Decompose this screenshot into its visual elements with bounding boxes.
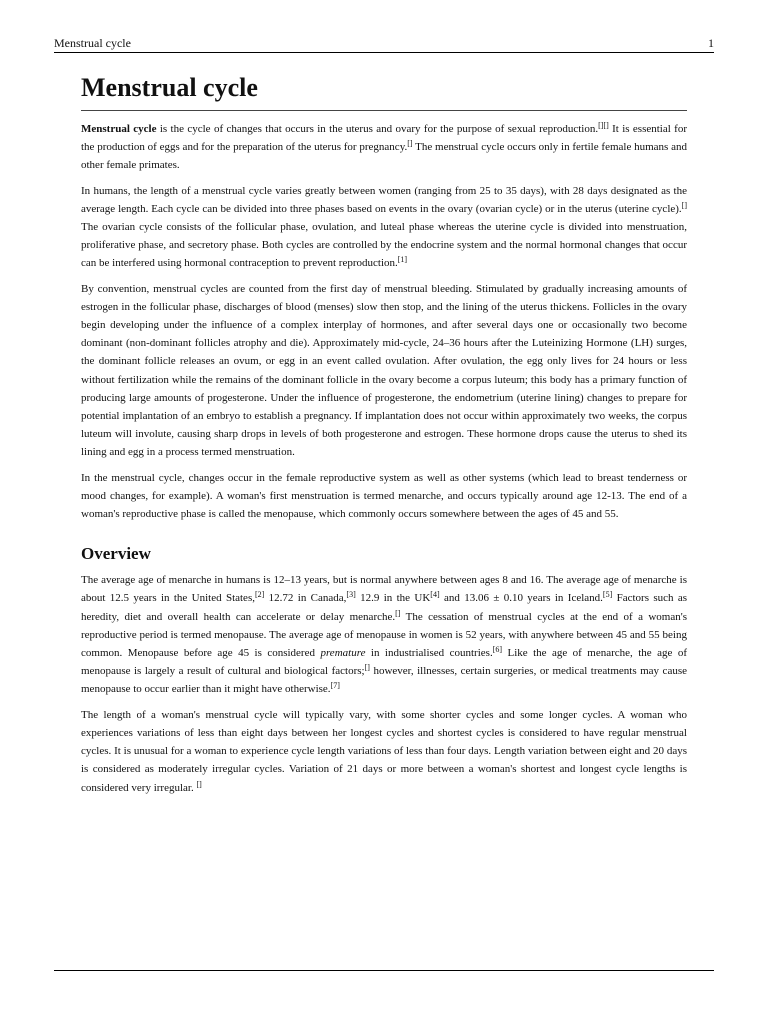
text-run: The cessation of menstrual cycles at the end of a woman's reproductive period is termed menopause. The average age of menopause in women is 52 years, with anywhere between 45 and 55 being common. Menopause before age 45 is considered — [81, 610, 687, 660]
intro-paragraph-1 — [81, 120, 687, 175]
article-body — [81, 70, 687, 804]
reference-link[interactable]: [7] — [330, 681, 340, 691]
page-number: 1 — [708, 36, 714, 50]
lead-term: Menstrual cycle — [81, 123, 157, 135]
text-run: The length of a woman's menstrual cycle will typically vary, with some shorter cycles and some longer cycles. A woman who experiences variations of less than eight days between her longest cycles and shortest cycles is considered to have regular menstrual cycles. It is unusual for a woman to experience cycle length variations of less than four days. Length variation between eight and 20 days is considered as moderately irregular cycles. Variation of 21 days or more between a woman's shortest and longest cycle lengths is considered very irregular. — [81, 708, 687, 794]
text-run: 12.72 in Canada, — [264, 592, 347, 605]
reference-link[interactable]: [] — [395, 608, 401, 618]
intro-paragraph-3: By convention, menstrual cycles are counted from the first day of menstrual bleeding. Stimulated by gradually increasing amounts of estrogen in the follicular phase, discharges of blood (menses) slow then stop, and the lining of the uterus thickens. Follicles in the ovary begin developing under the influence of a complex interplay of hormones, and after several days one or occasionally two become dominant (non-dominant follicles atrophy and die). Approximately mid-cycle, 24–36 hours after the Luteinizing Hormone (LH) surges, the dominant follicle releases an ovum, or egg in an event called ovulation. After ovulation, the egg only lives for 24 hours or less without fertilization while the remains of the dominant follicle in the ovary become a corpus luteum; this body has a primary function of producing large amounts of progesterone. Under the influence of progesterone, the endometrium (uterine lining) changes to prepare for potential implantation of an embryo to establish a pregnancy. If implantation does not occur within approximately two weeks, the corpus luteum will involute, causing sharp drops in levels of both progesterone and estrogen. These hormone drops cause the uterus to shed its lining and egg in a process termed menstruation. — [81, 282, 687, 459]
overview-paragraph-1 — [81, 571, 687, 698]
running-header-title: Menstrual cycle — [54, 36, 131, 50]
text-run: Like the age of menarche, the age of menopause is largely a result of cultural and biological factors; — [81, 647, 688, 678]
intro-paragraph-4: In the menstrual cycle, changes occur in the female reproductive system as well as other systems (which lead to breast tenderness or mood changes, for example). A woman's first menstruation is termed menarche, and occurs typically around age 12-13. The end of a woman's reproductive phase is called the menopause, which commonly occurs somewhere between the ages of 45 and 55. — [81, 471, 687, 521]
reference-link[interactable]: [] — [407, 139, 413, 149]
italic-term: premature — [320, 647, 366, 660]
reference-link[interactable]: [] — [196, 779, 202, 789]
text-run: and 13.06 ± 0.10 years in Iceland. — [439, 592, 603, 605]
reference-link[interactable]: [6] — [492, 645, 503, 655]
text-run: It is essential for the production of eggs and for the preparation of the uterus for pregnancy. — [81, 123, 688, 154]
running-header — [54, 36, 714, 53]
reference-link[interactable]: [4] — [430, 590, 440, 600]
text-run: Factors such as heredity, diet and overall health can accelerate or delay menarche. — [81, 592, 688, 623]
reference-link[interactable]: [] — [681, 200, 687, 210]
text-run: The average age of menarche in humans is 12–13 years, but is normal anywhere between ages 8 and 16. The average age of menarche is about 12.5 years in the United States, — [81, 574, 687, 605]
reference-link[interactable]: [] — [364, 663, 370, 673]
section-heading-overview: Overview — [81, 544, 151, 564]
text-run: in industrialised countries. — [365, 647, 493, 660]
reference-link[interactable]: [2] — [254, 590, 265, 600]
text-run: however, illnesses, certain surgeries, or medical treatments may cause menopause to occur earlier than it might have otherwise. — [81, 665, 687, 696]
overview-paragraph-2 — [81, 706, 687, 797]
text-run: In humans, the length of a menstrual cycle varies greatly between women (ranging from 25 to 35 days), with 28 days designated as the average length. Each cycle can be divided into three phases based on events in the ovary (ovarian cycle) or in the uterus (uterine cycle). — [81, 184, 687, 215]
intro-paragraph-2 — [81, 182, 687, 273]
reference-link[interactable]: [1] — [397, 255, 408, 265]
footer-divider — [54, 970, 714, 971]
text-run: is the cycle of changes that occurs in the uterus and ovary for the purpose of sexual reproduction. — [156, 123, 599, 135]
reference-link[interactable]: [][] — [598, 121, 609, 130]
text-run: The ovarian cycle consists of the follicular phase, ovulation, and luteal phase whereas the uterine cycle is divided into menstruation, proliferative phase, and secretory phase. Both cycles are controlled by the endocrine system and the normal hormonal changes that occur can be interfered using hormonal contraception to prevent reproduction. — [81, 221, 687, 270]
text-run: 12.9 in the UK — [355, 592, 431, 605]
reference-link[interactable]: [5] — [602, 590, 613, 600]
page-title: Menstrual cycle — [81, 70, 687, 111]
reference-link[interactable]: [3] — [346, 590, 356, 600]
text-run: The menstrual cycle occurs only in fertile female humans and other female primates. — [81, 141, 687, 172]
